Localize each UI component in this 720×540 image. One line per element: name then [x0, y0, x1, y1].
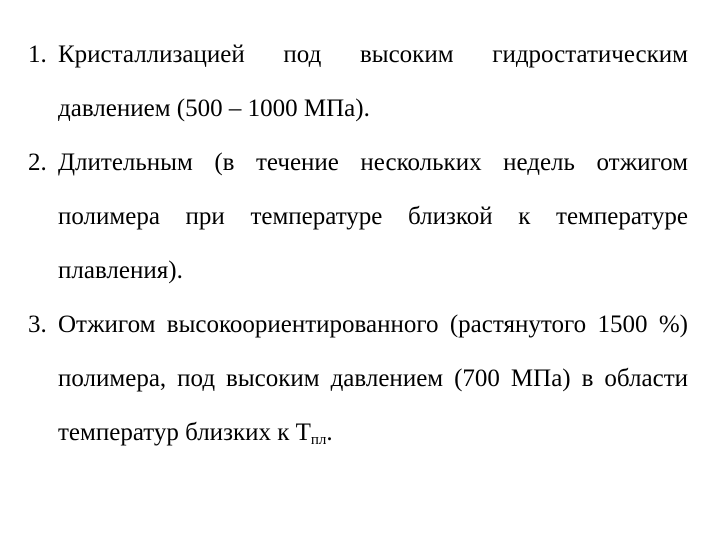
list-item-2: [28, 136, 688, 298]
list-number: 3.: [28, 311, 47, 338]
numbered-list: [28, 28, 688, 460]
list-item-1: [28, 28, 688, 136]
list-item-end: .: [326, 419, 333, 446]
subscript-text: пл: [310, 432, 327, 448]
list-number: 1.: [28, 41, 47, 68]
list-number: 2.: [28, 149, 47, 176]
list-item-text: Отжигом высокоориентированного (растянутого 1500 %) полимера, под высоким давлением (700 МПа) в области температур близких к Т: [58, 311, 688, 446]
list-item-text: Кристаллизацией под высоким гидростатическим давлением (500 – 1000 МПа).: [58, 41, 688, 122]
list-item-text: Длительным (в течение нескольких недель отжигом полимера при температуре близкой к температуре плавления).: [58, 149, 688, 284]
list-item-3: [28, 298, 688, 460]
